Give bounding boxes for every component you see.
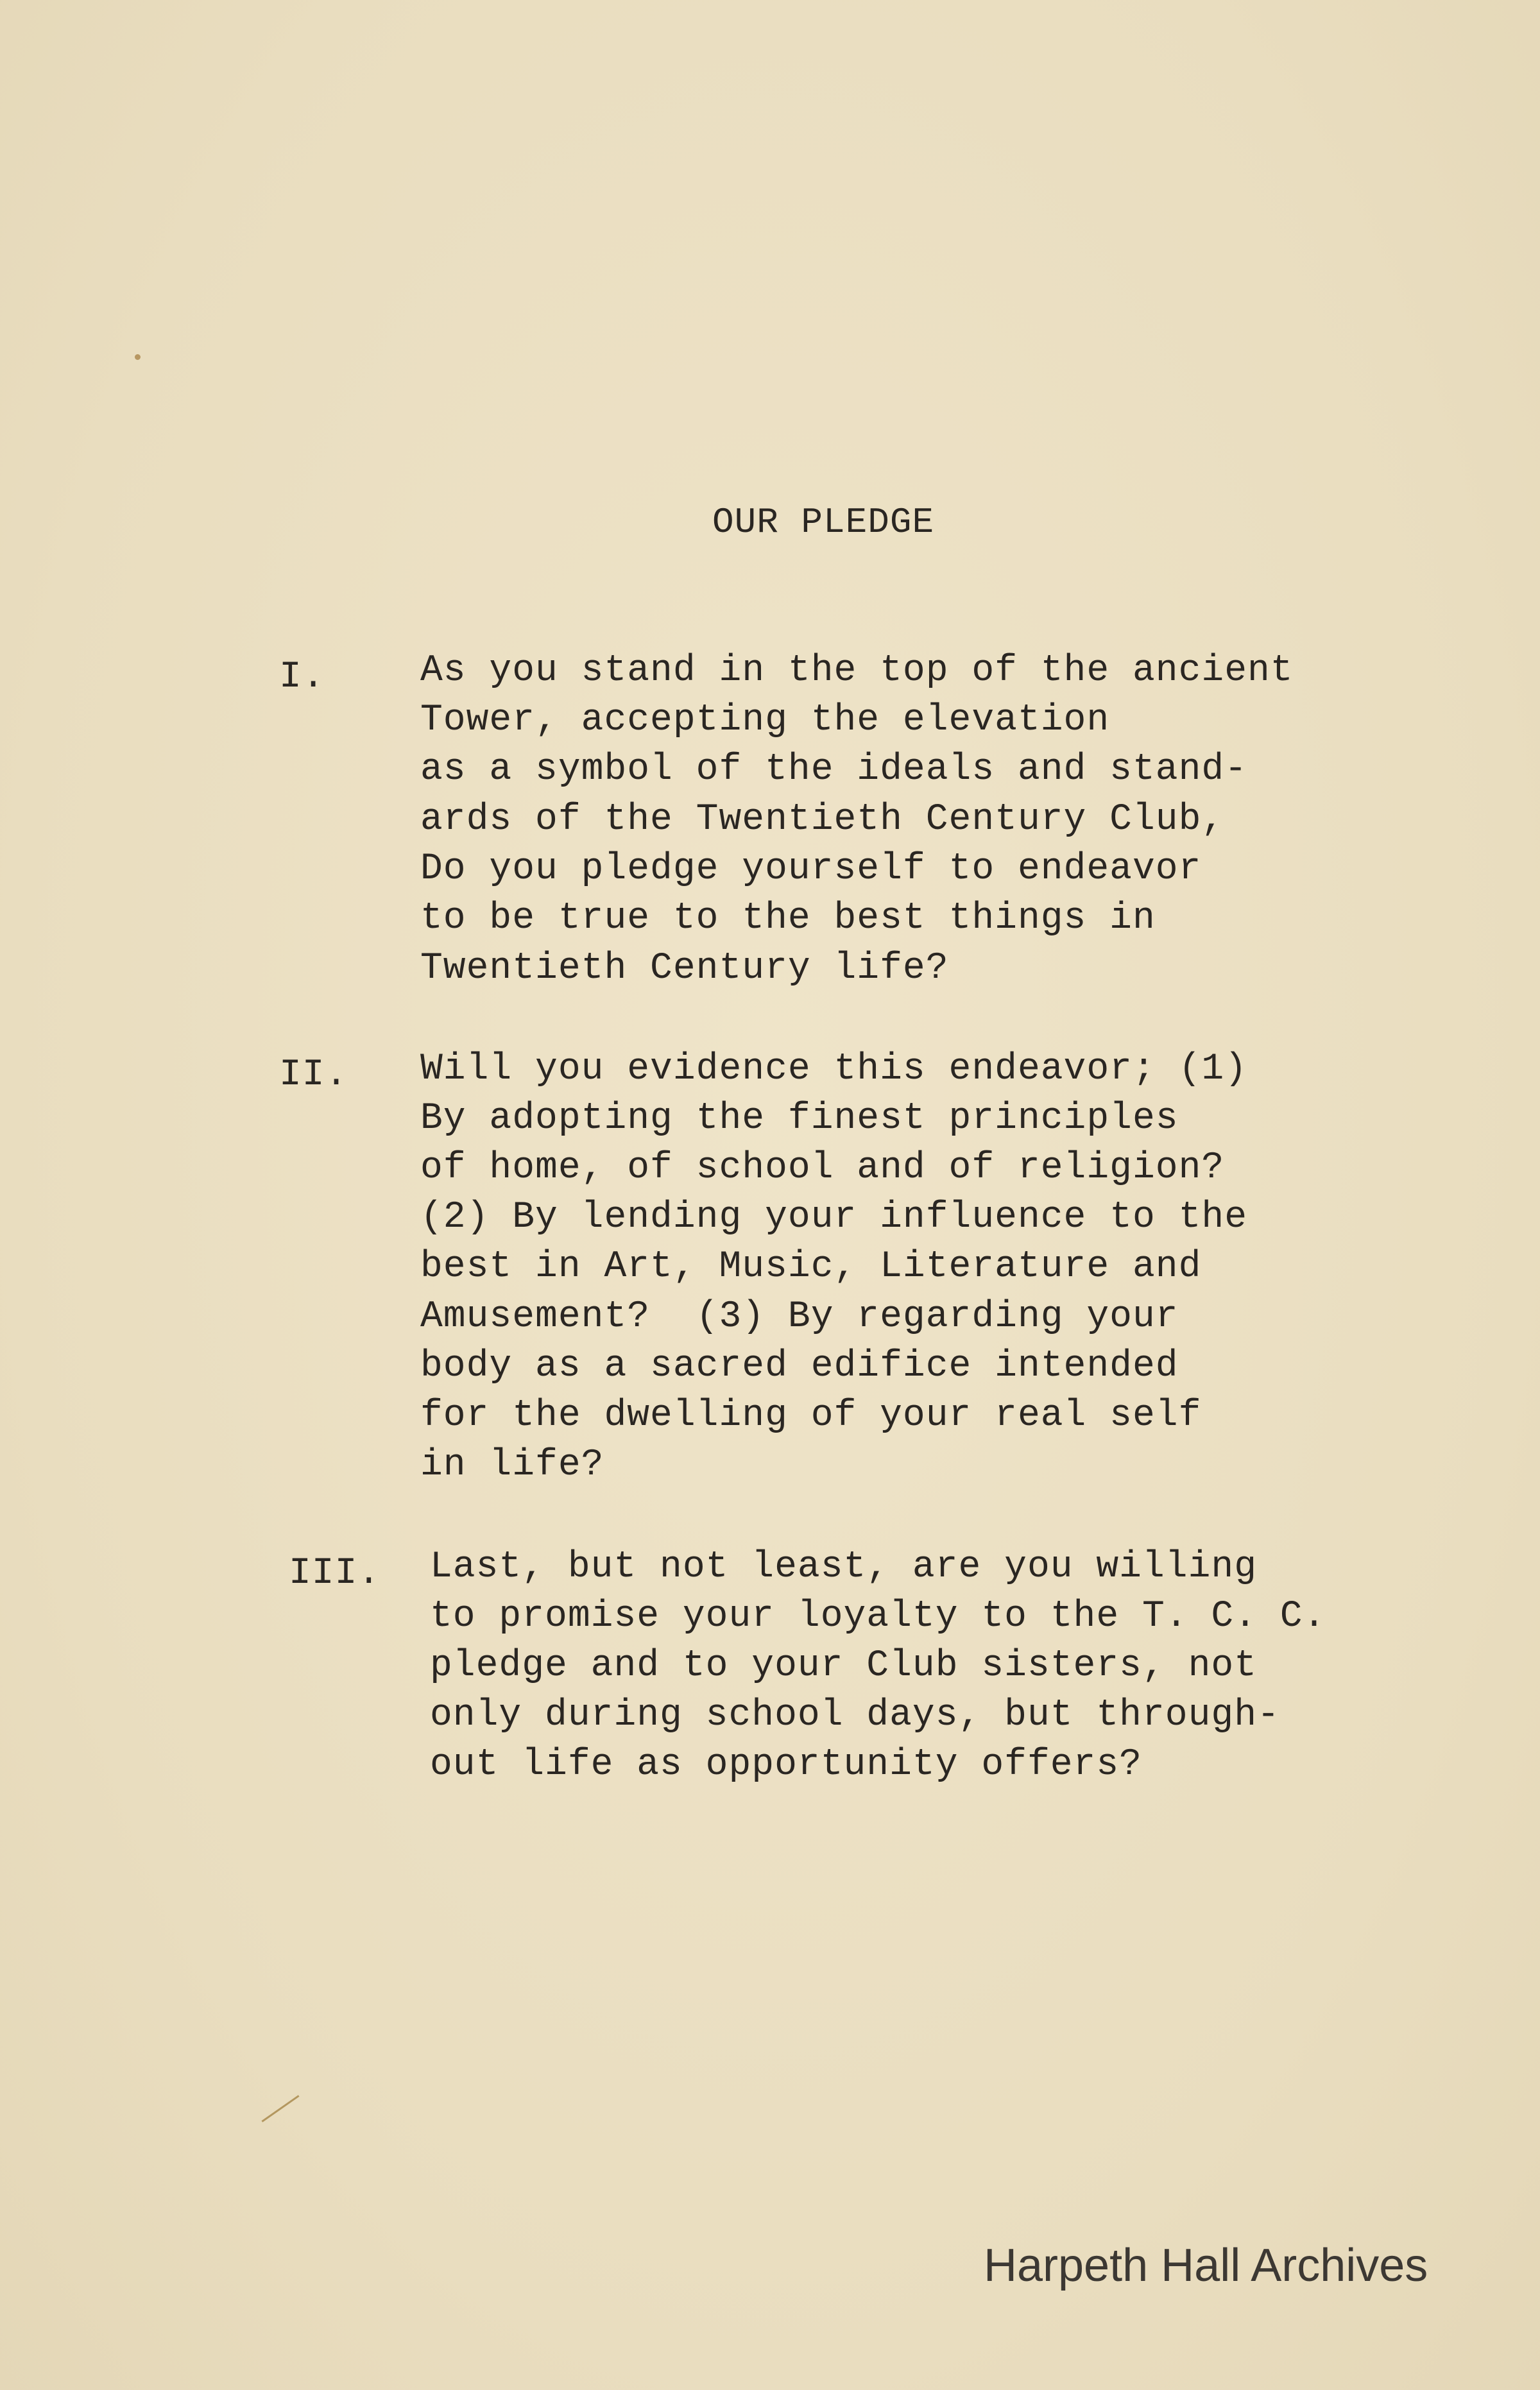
section-2-line: for the dwelling of your real self: [420, 1395, 1202, 1437]
page-title: OUR PLEDGE: [712, 502, 935, 543]
section-numeral-2: II.: [279, 1054, 348, 1096]
section-2-line: (2) By lending your influence to the: [420, 1197, 1248, 1238]
section-3-line: out life as opportunity offers?: [430, 1744, 1142, 1786]
section-2-line: in life?: [420, 1444, 604, 1486]
section-numeral-3: III.: [289, 1553, 381, 1594]
paper-speck: [135, 354, 141, 360]
section-2-line: Will you evidence this endeavor; (1): [420, 1048, 1248, 1090]
section-3-line: to promise your loyalty to the T. C. C.: [430, 1596, 1326, 1637]
section-3-line: Last, but not least, are you willing: [430, 1546, 1258, 1588]
section-2-line: Amusement? (3) By regarding your: [420, 1296, 1179, 1338]
paper-mark: [261, 2095, 299, 2122]
section-3-line: only during school days, but through-: [430, 1694, 1280, 1736]
section-2-line: body as a sacred edifice intended: [420, 1345, 1179, 1387]
section-1-line: Tower, accepting the elevation: [420, 699, 1110, 741]
section-1-line: as a symbol of the ideals and stand-: [420, 749, 1248, 790]
section-1-line: to be true to the best things in: [420, 898, 1156, 939]
section-2-line: By adopting the finest principles: [420, 1098, 1179, 1140]
section-1-line: ards of the Twentieth Century Club,: [420, 799, 1225, 841]
section-2-line: of home, of school and of religion?: [420, 1147, 1225, 1189]
section-numeral-1: I.: [279, 656, 325, 698]
archive-watermark: Harpeth Hall Archives: [984, 2240, 1428, 2291]
section-1-line: Twentieth Century life?: [420, 948, 949, 989]
section-1-line: As you stand in the top of the ancient: [420, 650, 1294, 692]
section-1-line: Do you pledge yourself to endeavor: [420, 848, 1202, 890]
section-2-line: best in Art, Music, Literature and: [420, 1246, 1202, 1288]
section-3-line: pledge and to your Club sisters, not: [430, 1645, 1258, 1687]
